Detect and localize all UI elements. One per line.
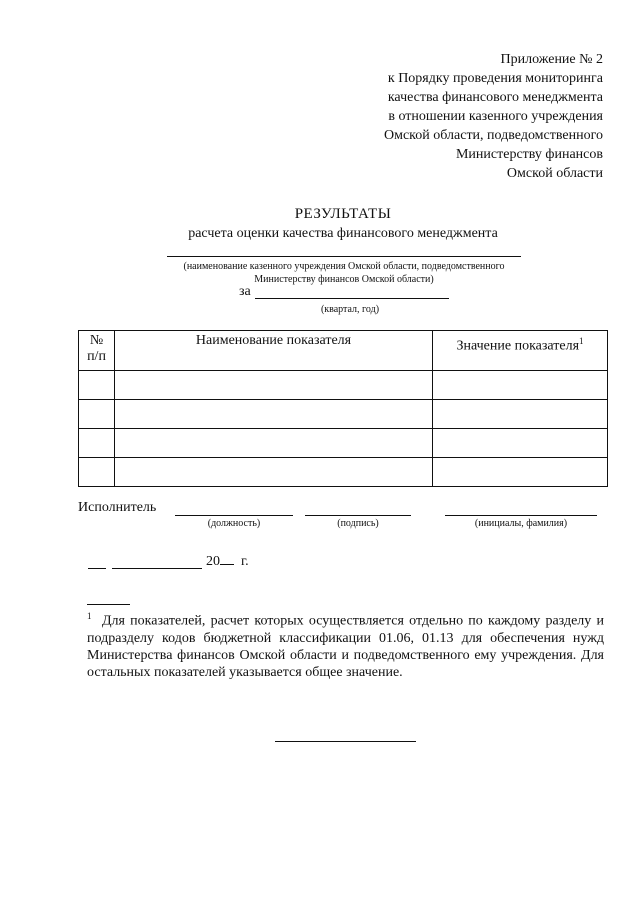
table-header-row — [79, 331, 608, 371]
signature-caption: (подпись) — [337, 518, 379, 529]
appendix-line: Министерству финансов — [455, 147, 603, 162]
cell-num[interactable] — [79, 400, 115, 429]
table-row — [79, 371, 608, 400]
position-line[interactable] — [175, 515, 293, 516]
appendix-line: Омской области, подведомственного — [383, 128, 603, 143]
appendix-line: качества финансового менеджмента — [387, 90, 603, 105]
institution-caption-line: (наименование казенного учреждения Омской области, подведомственного — [183, 261, 505, 272]
name-caption: (инициалы, фамилия) — [474, 518, 568, 529]
year-prefix: 20 — [206, 554, 220, 569]
header-value-label: Значение показателя — [456, 338, 580, 354]
cell-num[interactable] — [79, 429, 115, 458]
table-row — [79, 458, 608, 487]
cell-num[interactable] — [79, 458, 115, 487]
appendix-line: к Порядку проведения мониторинга — [387, 71, 603, 86]
institution-name-line[interactable] — [167, 256, 521, 257]
table-row — [79, 400, 608, 429]
cell-name[interactable] — [115, 400, 433, 429]
footnote-ref: 1 — [579, 336, 584, 346]
appendix-line: в отношении казенного учреждения — [388, 109, 603, 124]
end-separator-line — [275, 741, 416, 742]
cell-name[interactable] — [115, 371, 433, 400]
day-line[interactable] — [88, 568, 106, 569]
appendix-header — [303, 50, 603, 183]
cell-value[interactable] — [433, 400, 608, 429]
footnote-text: Для показателей, расчет которых осуществляется отдельно по каждому разделу и подразделу кодов бюджетной классификации 01.06, 01.13 для обеспечения нужд Министерства финансов Омской области и подведомственного ему учреждения. Для остальных показателей указывается общее значение. — [87, 613, 604, 680]
indicators-table — [78, 330, 608, 487]
header-value — [433, 331, 608, 371]
signature-line[interactable] — [305, 515, 411, 516]
year-blank[interactable] — [220, 564, 234, 565]
date-year — [206, 554, 249, 570]
period-label: за — [239, 284, 251, 299]
cell-num[interactable] — [79, 371, 115, 400]
executor-label: Исполнитель — [78, 500, 157, 515]
period-line[interactable] — [255, 298, 449, 299]
header-num-symbol: № — [89, 333, 104, 348]
cell-name[interactable] — [115, 429, 433, 458]
cell-value[interactable] — [433, 458, 608, 487]
table-row — [79, 429, 608, 458]
header-num — [79, 331, 115, 371]
document-subtitle: расчета оценки качества финансового менеджмента — [188, 226, 498, 241]
institution-caption-line: Министерству финансов Омской области) — [254, 274, 434, 285]
document-title: РЕЗУЛЬТАТЫ — [294, 206, 392, 222]
header-num-abbr: п/п — [87, 349, 106, 364]
footnote-marker: 1 — [87, 611, 92, 621]
name-line[interactable] — [445, 515, 597, 516]
appendix-line: Омской области — [506, 166, 603, 181]
appendix-line: Приложение № 2 — [500, 52, 603, 67]
institution-caption — [160, 260, 528, 286]
period-caption: (квартал, год) — [320, 304, 380, 315]
header-name: Наименование показателя — [115, 331, 433, 371]
cell-value[interactable] — [433, 371, 608, 400]
cell-value[interactable] — [433, 429, 608, 458]
position-caption: (должность) — [207, 518, 261, 529]
month-line[interactable] — [112, 568, 202, 569]
footnote — [87, 608, 604, 681]
cell-name[interactable] — [115, 458, 433, 487]
footnote-separator — [87, 604, 130, 605]
year-suffix: г. — [241, 554, 249, 569]
